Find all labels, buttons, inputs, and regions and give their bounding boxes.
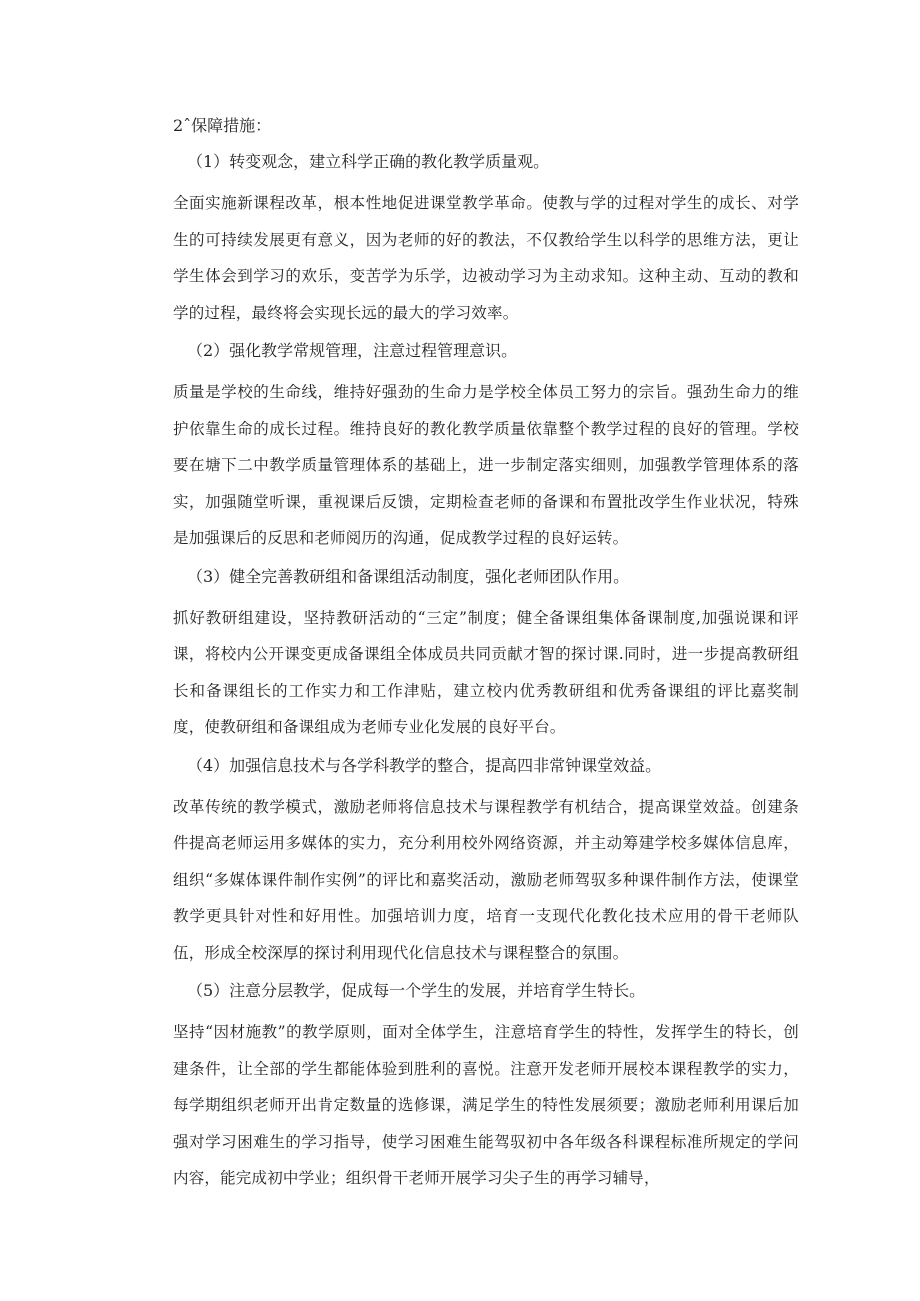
measure-2-heading: （2）强化教学常规管理，注意过程管理意识。 <box>187 341 518 360</box>
document-body <box>173 113 799 1197</box>
measure-5-heading: （5）注意分层教学，促成每一个学生的发展，并培育学生特长。 <box>187 981 646 1000</box>
measure-1-paragraph: 全面实施新课程改革，根本性地促进课堂教学革命。使教与学的过程对学生的成长、对学生的可持续发展更有意义，因为老师的好的教法，不仅教给学生以科学的思维方法，更让学生体会到学习的欢乐，变苦学为乐学，边被动学习为主动求知。这种主动、互动的教和学的过程，最终将会实现长远的最大的学习效率。 <box>173 194 799 322</box>
measure-3-heading: （3）健全完善教研组和备课组活动制度，强化老师团队作用。 <box>187 566 630 586</box>
measure-4-paragraph: 改革传统的教学模式，激励老师将信息技术与课程教学有机结合，提高课堂效益。创建条件提高老师运用多媒体的实力，充分利用校外网络资源，并主动筹建学校多媒体信息库，组织“多媒体课件制作实例”的评比和嘉奖活动，激励老师驾驭多种课件制作方法，使课堂教学更具针对性和好用性。加强培训力度，培育一支现代化教化技术应用的骨干老师队伍，形成全校深厚的探讨利用现代化信息技术与课程整合的氛围。 <box>173 797 799 962</box>
measure-2-paragraph: 质量是学校的生命线，维持好强劲的生命力是学校全体员工努力的宗旨。强劲生命力的维护依靠生命的成长过程。维持良好的教化教学质量依靠整个教学过程的良好的管理。学校要在塘下二中教学质量管理体系的基础上，进一步制定落实细则，加强教学管理体系的落实，加强随堂听课，重视课后反馈，定期检查老师的备课和布置批改学生作业状况，特殊是加强课后的反思和老师阅历的沟通，促成教学过程的良好运转。 <box>173 383 799 547</box>
section-heading: 2ˆ保障措施： <box>173 116 272 135</box>
measure-4-heading: （4）加强信息技术与各学科教学的整合，提高四非常钟课堂效益。 <box>187 755 662 775</box>
measure-3-paragraph: 抓好教研组建设，坚持教研活动的“三定”制度；健全备课组集体备课制度,加强说课和评课，将校内公开课变更成备课组全体成员共同贡献才智的探讨课.同时，进一步提高教研组长和备课组长的工作实力和工作津贴，建立校内优秀教研组和优秀备课组的评比嘉奖制度，使教研组和备课组成为老师专业化发展的良好平台。 <box>173 608 799 736</box>
measure-1-heading: （1）转变观念，建立科学正确的教化教学质量观。 <box>187 152 550 171</box>
measure-5-paragraph: 坚持“因材施教”的教学原则，面对全体学生，注意培育学生的特性，发挥学生的特长，创建条件，让全部的学生都能体验到胜利的喜悦。注意开发老师开展校本课程教学的实力，每学期组织老师开出肯定数量的选修课，满足学生的特性发展须要；激励老师利用课后加强对学习困难生的学习指导，使学习困难生能驾驭初中各年级各科课程标准所规定的学问内容，能完成初中学业；组织骨干老师开展学习尖子生的再学习辅导， <box>173 1023 799 1187</box>
